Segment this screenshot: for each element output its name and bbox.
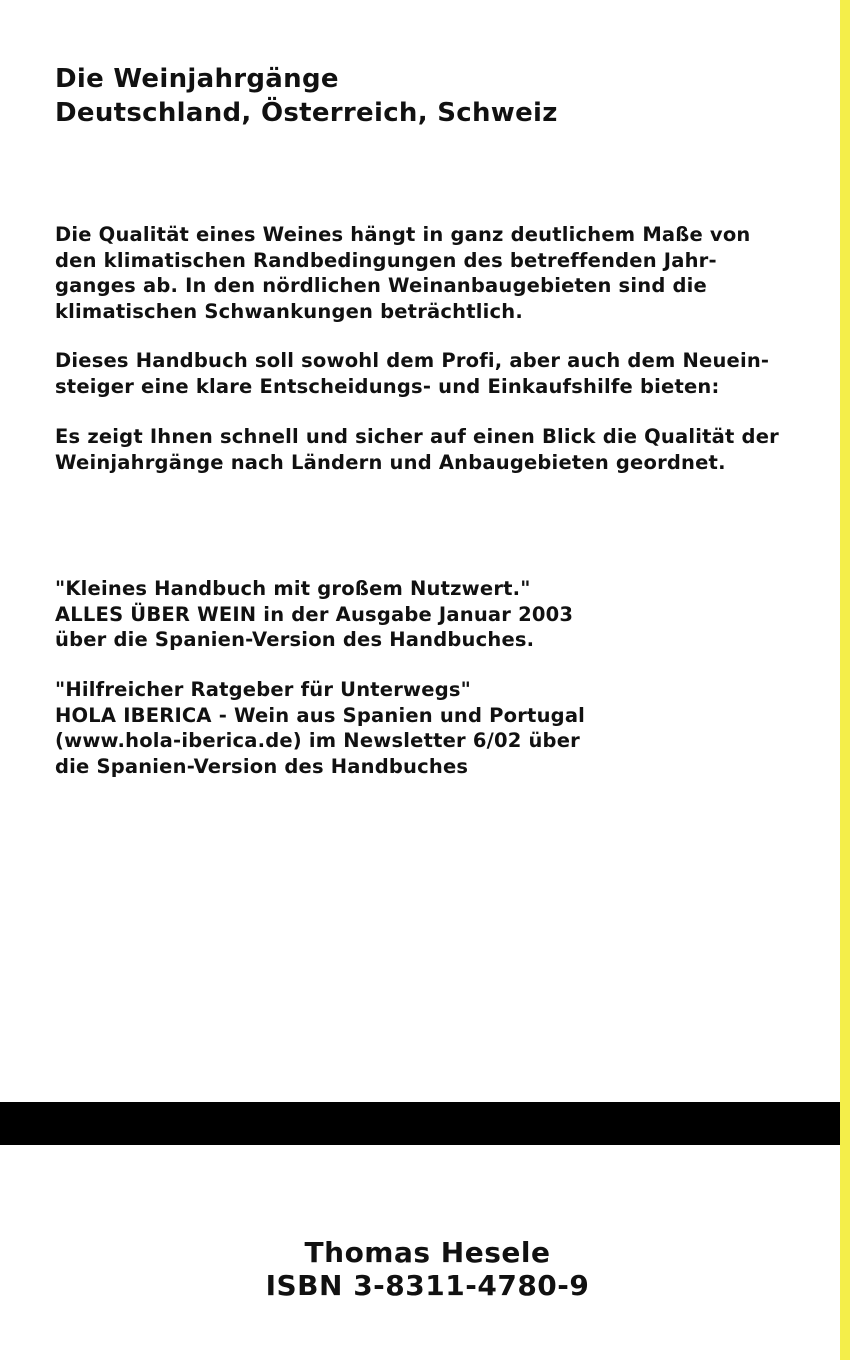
book-title bbox=[55, 62, 558, 130]
author-block bbox=[0, 1236, 850, 1302]
title-line-1: Die Weinjahrgänge bbox=[55, 64, 339, 94]
intro-paragraph-2 bbox=[55, 348, 795, 399]
text-line: Die Qualität eines Weines hängt in ganz deutlichem Maße von bbox=[55, 223, 751, 246]
yellow-spine-stripe bbox=[840, 0, 850, 1360]
review-quote-2 bbox=[55, 677, 795, 779]
review-quote-1 bbox=[55, 576, 795, 653]
quote-source-line: HOLA IBERICA - Wein aus Spanien und Portugal bbox=[55, 703, 586, 727]
quote-line: "Kleines Handbuch mit großem Nutzwert." bbox=[55, 577, 531, 600]
text-line: den klimatischen Randbedingungen des betreffenden Jahr- bbox=[55, 248, 717, 272]
text-line: Weinjahrgänge nach Ländern und Anbaugebieten geordnet. bbox=[55, 450, 726, 474]
text-line: Dieses Handbuch soll sowohl dem Profi, aber auch dem Neuein- bbox=[55, 349, 770, 372]
title-line-2: Deutschland, Österreich, Schweiz bbox=[55, 98, 558, 128]
text-line: klimatischen Schwankungen beträchtlich. bbox=[55, 299, 523, 323]
intro-paragraph-3 bbox=[55, 424, 795, 475]
intro-paragraph-1 bbox=[55, 222, 795, 324]
text-line: ganges ab. In den nördlichen Weinanbaugebieten sind die bbox=[55, 274, 707, 297]
isbn: ISBN 3-8311-4780-9 bbox=[265, 1269, 590, 1302]
quote-source-line: über die Spanien-Version des Handbuches. bbox=[55, 628, 535, 651]
author-name: Thomas Hesele bbox=[304, 1236, 551, 1269]
black-band bbox=[0, 1102, 840, 1145]
quote-line: "Hilfreicher Ratgeber für Unterwegs" bbox=[55, 678, 472, 701]
text-line: Es zeigt Ihnen schnell und sicher auf einen Blick die Qualität der bbox=[55, 425, 779, 448]
quote-source-line: (www.hola-iberica.de) im Newsletter 6/02 über bbox=[55, 729, 580, 752]
quote-source-line: die Spanien-Version des Handbuches bbox=[55, 754, 469, 778]
text-line: steiger eine klare Entscheidungs- und Einkaufshilfe bieten: bbox=[55, 374, 720, 398]
quote-source-line: ALLES ÜBER WEIN in der Ausgabe Januar 2003 bbox=[55, 602, 574, 626]
